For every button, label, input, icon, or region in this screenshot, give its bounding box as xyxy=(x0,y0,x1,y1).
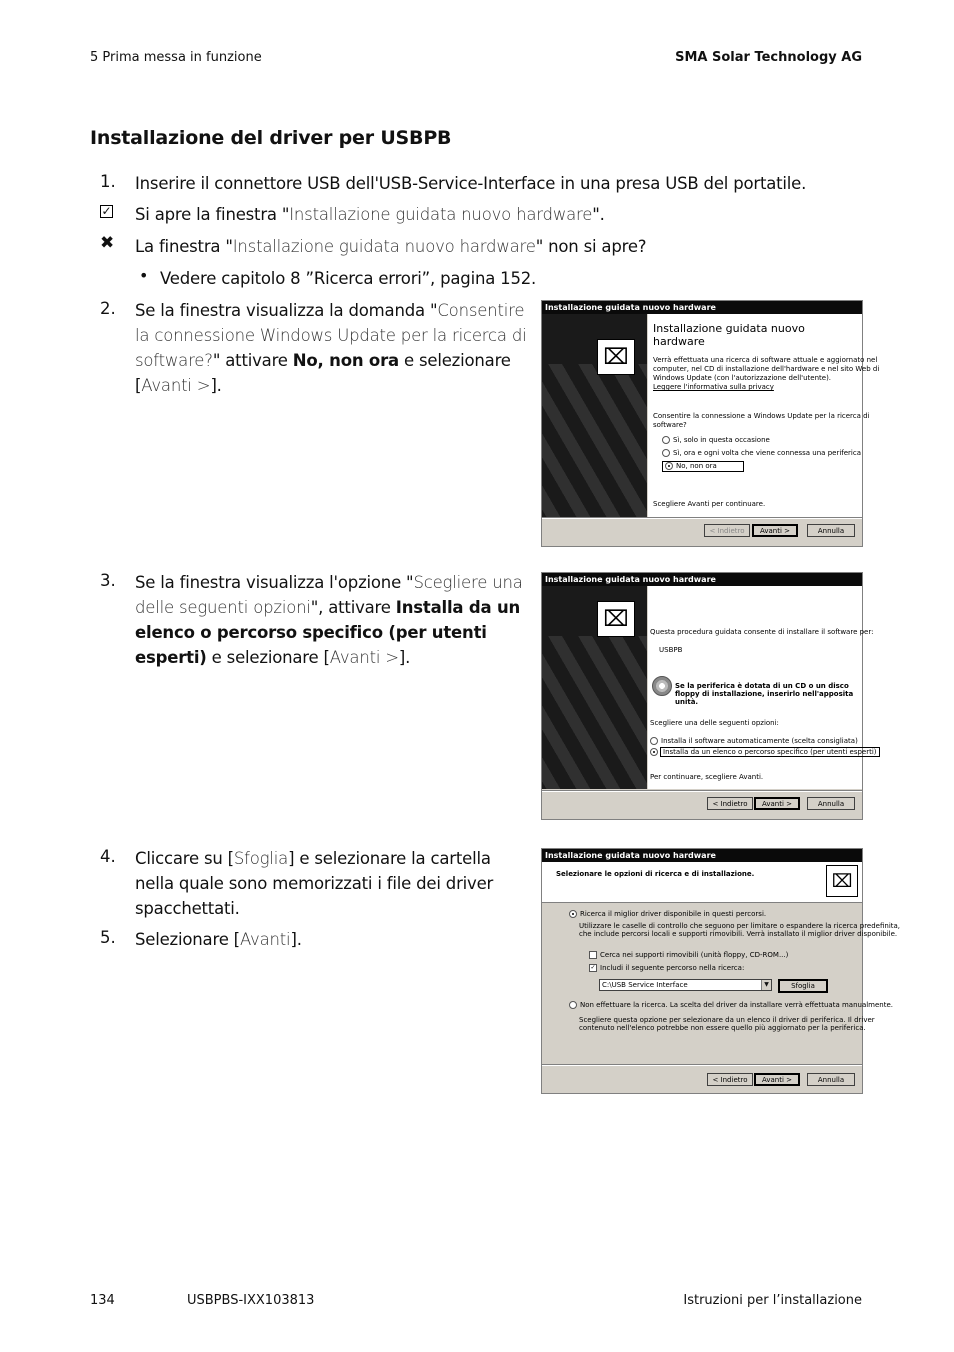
radio-yes-once[interactable]: Sì, solo in questa occasione xyxy=(662,436,770,445)
wizard-side-panel xyxy=(542,314,647,517)
dialog-text: Scegliere questa opzione per selezionare da un elenco il driver di periferica. Il driver xyxy=(579,1016,875,1024)
step-number: 1. xyxy=(100,172,116,191)
dialog-titlebar: Installazione guidata nuovo hardware xyxy=(542,573,862,586)
dialog-question: Consentire la connessione a Windows Update per la ricerca di xyxy=(653,412,870,420)
header-section: 5 Prima messa in funzione xyxy=(90,50,262,65)
step-3-text: Se la finestra visualizza l'opzione "Scegliere una delle seguenti opzioni", attivare Installa da un elenco o percorso specifico (per utenti esperti) e selezionare [Avanti >]. xyxy=(135,573,523,667)
path-value: C:\USB Service Interface xyxy=(602,981,688,989)
radio-no-search[interactable]: Non effettuare la ricerca. La scelta del driver da installare verrà effettuata manualmente. xyxy=(569,1001,893,1010)
dialog-heading: Installazione guidata nuovo hardware xyxy=(653,322,805,348)
dialog-text: Windows Update (con l'autorizzazione dell'utente). xyxy=(653,374,832,382)
document-code: USBPBS-IXX103813 xyxy=(187,1293,315,1308)
device-name: USBPB xyxy=(659,646,683,654)
dialog-continue-text: Scegliere Avanti per continuare. xyxy=(653,500,766,508)
dialog-question: software? xyxy=(653,421,687,429)
step-number: 5. xyxy=(100,928,116,947)
radio-install-from-list[interactable]: Installa da un elenco o percorso specifico (per utenti esperti) xyxy=(650,748,879,757)
header-company: SMA Solar Technology AG xyxy=(675,50,862,65)
dialog-text: Questa procedura guidata consente di installare il software per: xyxy=(650,628,874,636)
step-2-text: Se la finestra visualizza la domanda "Consentire la connessione Windows Update per la ricerca di software?" attivare No, non ora e selezionare [Avanti >]. xyxy=(135,301,527,395)
dialog-text: che include percorsi locali e supporti rimovibili. Verrà installato il miglior driver disponibile. xyxy=(579,930,898,938)
dialog-titlebar: Installazione guidata nuovo hardware xyxy=(542,849,862,862)
back-button[interactable]: < Indietro xyxy=(707,1073,753,1086)
step-5-text: Selezionare [Avanti]. xyxy=(135,930,302,949)
bullet-text: Vedere capitolo 8 ”Ricerca errori”, pagina 152. xyxy=(160,269,537,288)
cancel-button[interactable]: Annulla xyxy=(807,1073,855,1086)
radio-yes-always[interactable]: Sì, ora e ogni volta che viene connessa una periferica xyxy=(662,449,861,458)
dialog-choose-text: Scegliere una delle seguenti opzioni: xyxy=(650,719,779,727)
page-number: 134 xyxy=(90,1293,115,1308)
back-button[interactable]: < Indietro xyxy=(704,524,750,537)
step-number: 4. xyxy=(100,847,116,866)
bullet-icon: • xyxy=(139,266,149,285)
dialog-continue-text: Per continuare, scegliere Avanti. xyxy=(650,773,764,781)
document-type: Istruzioni per l’installazione xyxy=(683,1293,862,1308)
dialog-text: computer, nel CD di installazione dell'hardware e nel sito Web di xyxy=(653,365,880,373)
radio-install-auto[interactable]: Installa il software automaticamente (scelta consigliata) xyxy=(650,737,858,746)
dialog-titlebar: Installazione guidata nuovo hardware xyxy=(542,301,862,314)
dialog-content xyxy=(648,314,880,517)
cancel-button[interactable]: Annulla xyxy=(807,797,855,810)
wizard-dialog-3 xyxy=(541,848,901,1094)
radio-search-best[interactable]: Ricerca il miglior driver disponibile in questi percorsi. xyxy=(569,910,766,919)
section-title: Installazione del driver per USBPB xyxy=(90,127,452,149)
step-4-text: Cliccare su [Sfoglia] e selezionare la cartella nella quale sono memorizzati i file dei driver spacchettati. xyxy=(135,849,494,918)
radio-no-not-now[interactable]: No, non ora xyxy=(662,461,744,472)
back-button[interactable]: < Indietro xyxy=(707,797,753,810)
dialog-text: Verrà effettuata una ricerca di software attuale e aggiornato nel xyxy=(653,356,878,364)
dialog-text: Utilizzare le caselle di controllo che seguono per limitare o espandere la ricerca predefinita, xyxy=(579,922,901,930)
wizard-side-panel xyxy=(542,586,647,789)
wizard-dialog-2 xyxy=(541,572,877,820)
result-error: La finestra "Installazione guidata nuovo hardware" non si apre? xyxy=(135,237,647,256)
hardware-wizard-icon: ⌧ xyxy=(826,865,858,897)
step-number: 3. xyxy=(100,571,116,590)
cd-text: unità. xyxy=(675,698,699,706)
checkbox-removable-media[interactable]: Cerca nei supporti rimovibili (unità floppy, CD-ROM...) xyxy=(589,951,788,960)
next-button[interactable]: Avanti > xyxy=(754,797,800,810)
dialog-heading: Selezionare le opzioni di ricerca e di installazione. xyxy=(556,870,755,878)
privacy-link[interactable]: Leggere l'informativa sulla privacy xyxy=(653,383,774,391)
dialog-content xyxy=(648,586,877,789)
check-box-icon: ✓ xyxy=(101,204,112,218)
dialog-text: contenuto nell'elenco potrebbe non essere quello più aggiornato per la periferica. xyxy=(579,1024,866,1032)
step-number: 2. xyxy=(100,299,116,318)
chevron-down-icon[interactable]: ▼ xyxy=(761,980,771,990)
hardware-wizard-icon: ⌧ xyxy=(597,601,635,637)
cd-text: floppy di installazione, inserirlo nell'apposita xyxy=(675,690,854,698)
cross-icon: ✖ xyxy=(100,233,115,253)
next-button[interactable]: Avanti > xyxy=(752,524,798,537)
step-1-text: Inserire il connettore USB dell'USB-Service-Interface in una presa USB del portatile. xyxy=(135,174,807,193)
hardware-wizard-icon: ⌧ xyxy=(597,339,635,375)
dialog-header xyxy=(542,862,862,903)
wizard-dialog-1 xyxy=(541,300,880,547)
path-combobox[interactable] xyxy=(599,979,772,991)
checkbox-include-path[interactable]: ✓ Includi il seguente percorso nella ricerca: xyxy=(590,964,745,972)
next-button[interactable]: Avanti > xyxy=(754,1073,800,1086)
cd-icon xyxy=(652,676,672,696)
browse-button[interactable]: Sfoglia xyxy=(778,979,828,993)
cancel-button[interactable]: Annulla xyxy=(807,524,855,537)
result-ok: Si apre la finestra "Installazione guidata nuovo hardware". xyxy=(135,205,605,224)
cd-text: Se la periferica è dotata di un CD o un disco xyxy=(675,682,849,690)
